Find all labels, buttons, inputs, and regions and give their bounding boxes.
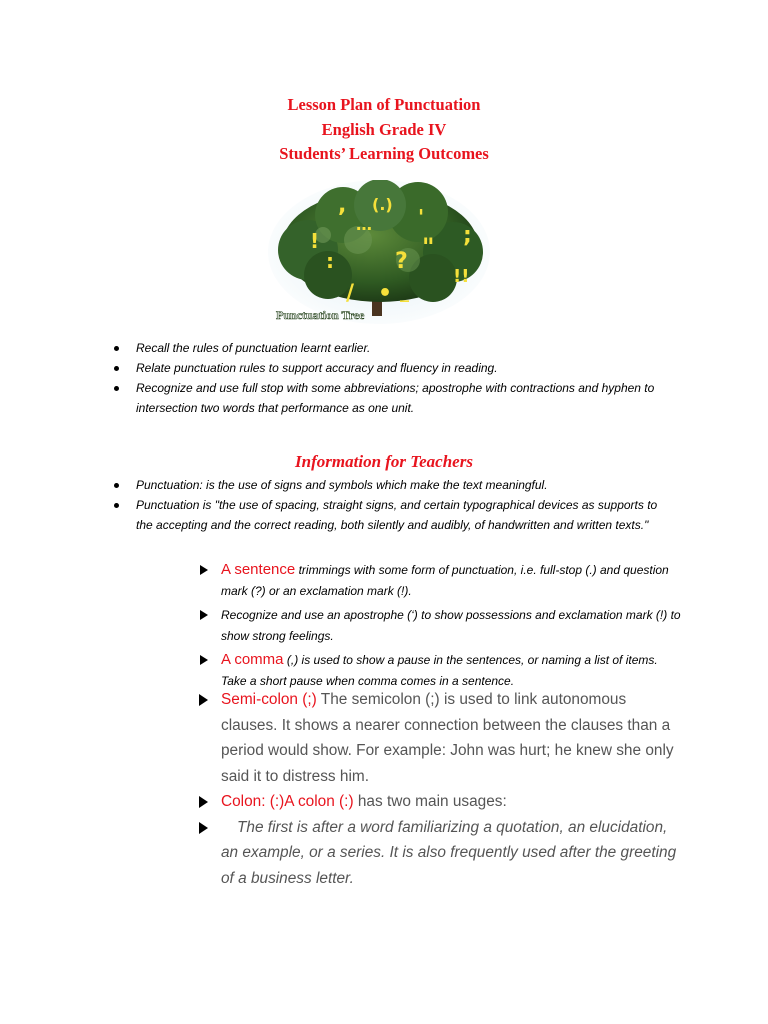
punctuation-rules-list xyxy=(0,560,681,695)
title-block xyxy=(0,93,768,167)
punctuation-details-list xyxy=(0,687,681,891)
symbol-comma: , xyxy=(338,193,347,218)
section-title: Students’ Learning Outcomes xyxy=(279,144,489,163)
symbol-apostrophe: ' xyxy=(418,205,425,229)
arrow-bullet-icon xyxy=(200,610,208,620)
symbol-colon: : xyxy=(326,249,334,273)
symbol-exclamation: ! xyxy=(310,229,320,253)
symbol-ellipsis: … xyxy=(356,215,372,234)
arrow-bullet-icon xyxy=(199,822,208,834)
list-item: Relate punctuation rules to support accuracy and fluency in reading. xyxy=(0,358,676,378)
list-item: Punctuation is "the use of spacing, straight signs, and certain typographical devices as supports to the accepting and the correct reading, both silently and audibly, of handwritten and written texts." xyxy=(0,495,676,535)
arrow-bullet-icon xyxy=(199,796,208,808)
list-item: Recall the rules of punctuation learnt earlier. xyxy=(0,338,676,358)
rule-semicolon: Semi-colon (;) The semicolon (;) is used to link autonomous clauses. It shows a nearer connection between the clauses than a period would show. For example: John was hurt; he knew she only said it to distress him. xyxy=(0,687,681,789)
arrow-bullet-icon xyxy=(199,694,208,706)
bullet-icon xyxy=(114,386,119,391)
learning-outcomes-list xyxy=(0,338,676,418)
rule-colon: Colon: (:)A colon (:) has two main usages: xyxy=(0,789,681,815)
symbol-quote: " xyxy=(422,233,435,261)
list-item: Punctuation: is the use of signs and symbols which make the text meaningful. xyxy=(0,475,676,495)
rule-colon-first-usage: The first is after a word familiarizing a quotation, an elucidation, an example, or a series. It is also frequently used after the greeting of a business letter. xyxy=(0,815,681,892)
symbol-question: ? xyxy=(395,249,408,274)
tree-illustration xyxy=(268,180,490,324)
info-heading: Information for Teachers xyxy=(295,452,473,471)
symbol-underscore: _ xyxy=(400,282,409,303)
symbol-double-exclamation: !! xyxy=(453,266,470,287)
arrow-bullet-icon xyxy=(200,565,208,575)
list-item: Recognize and use full stop with some abbreviations; apostrophe with contractions and hyphen to intersection two words that performance as one unit. xyxy=(0,378,676,418)
symbol-paren-stop: (.) xyxy=(372,195,393,214)
bullet-icon xyxy=(114,503,119,508)
info-list xyxy=(0,475,676,535)
punctuation-tree-image xyxy=(268,180,490,324)
bullet-icon xyxy=(114,483,119,488)
rule-sentence: A sentence trimmings with some form of punctuation, i.e. full-stop (.) and question mark (?) or an exclamation mark (!). xyxy=(0,560,681,601)
bullet-icon xyxy=(114,366,119,371)
symbol-bullet: • xyxy=(378,281,393,306)
tree-caption: Punctuation Tree xyxy=(276,308,365,322)
rule-apostrophe: Recognize and use an apostrophe (‘) to show possessions and exclamation mark (!) to show strong feelings. xyxy=(0,605,681,646)
symbol-slash: / xyxy=(346,281,355,306)
symbol-semicolon: ; xyxy=(463,223,472,248)
page-subtitle: English Grade IV xyxy=(321,119,447,139)
bullet-icon xyxy=(114,346,119,351)
rule-comma: A comma (,) is used to show a pause in the sentences, or naming a list of items. Take a short pause when comma comes in a sentence. xyxy=(0,650,681,691)
page-title: Lesson Plan of Punctuation xyxy=(287,95,481,114)
arrow-bullet-icon xyxy=(200,655,208,665)
